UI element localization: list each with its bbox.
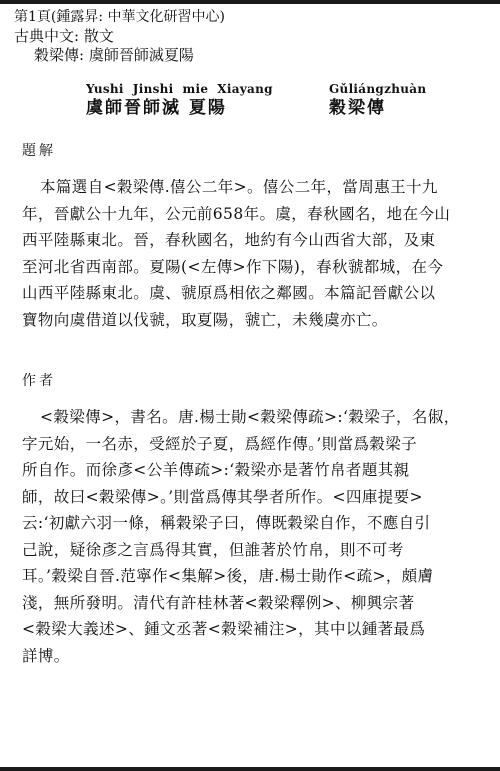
explanation-paragraph: [22, 174, 470, 333]
header-source-line: 第1頁(鍾露昇: 中華文化研習中心): [14, 9, 225, 25]
book-title: [329, 81, 426, 119]
scan-edge-top: [0, 0, 500, 4]
author-line: 耳。’穀梁自晉.范寧作<集解>後，唐.楊士勛作<疏>，頗膚: [22, 567, 434, 585]
explanation-heading: 題解: [22, 143, 56, 159]
author-heading: 作者: [22, 373, 56, 389]
header-category-line: [14, 27, 225, 46]
explanation-line: 年，晉獻公十九年，公元前658年。虞，春秋國名，地在今山: [22, 204, 451, 223]
chapter-title-romanization: Yushi Jinshi mie Xiayang: [86, 82, 273, 96]
author-line: 詳博。: [22, 646, 70, 665]
author-paragraph: [22, 404, 470, 669]
scan-edge-bottom: [0, 767, 500, 771]
header-category-value: 散文: [83, 27, 114, 45]
author-line: <穀梁大義述>、鍾文丞著<穀梁補注>，其中以鍾著最爲: [22, 620, 426, 638]
author-line: 云:‘初獻六羽一條，稱穀梁子曰，傳既穀梁自作，不應自引: [22, 514, 431, 532]
explanation-line: 寶物向虞借道以伐虢，取夏陽，虢亡，未幾虞亦亡。: [22, 310, 388, 329]
book-title-romanization: Gǔliángzhuàn: [329, 82, 427, 96]
header-work-line: [14, 46, 225, 65]
author-line: 己說，疑徐彥之言爲得其實，但誰著於竹帛，則不可考: [22, 540, 404, 559]
author-line: 師，故曰<穀梁傳>。’則當爲傳其學者所作。<四庫提要>: [22, 487, 423, 506]
author-line: 所自作。而徐彥<公羊傳疏>:‘穀梁亦是著竹帛者題其親: [22, 461, 410, 479]
author-line: 字元始，一名赤，受經於子夏，爲經作傳。’則當爲穀梁子: [22, 434, 418, 453]
book-title-hanzi: 穀梁傳: [329, 98, 386, 118]
author-line: 淺，無所發明。清代有許桂林著<穀梁釋例>、柳興宗著: [22, 593, 415, 612]
explanation-line: 本篇選自<穀梁傳.僖公二年>。僖公二年，當周惠王十九: [40, 178, 438, 196]
header-category-label: 古典中文:: [14, 27, 80, 45]
explanation-line: 西平陸縣東北。晉，春秋國名，地約有今山西省大部，及東: [22, 231, 436, 249]
page-header: [14, 8, 225, 65]
chapter-title-hanzi: 虞師晉師滅 夏陽: [86, 98, 227, 118]
header-work-label: 穀梁傳:: [34, 46, 85, 64]
chapter-title: [86, 81, 273, 119]
explanation-line: 至河北省西南部。夏陽(<左傳>作下陽)，春秋虢都城，在今: [22, 257, 444, 276]
explanation-line: 山西平陸縣東北。虞、虢原爲相依之鄰國。本篇記晉獻公以: [22, 284, 436, 302]
header-work-value: 虞師晉師滅夏陽: [88, 46, 194, 64]
author-line: <穀梁傳>，書名。唐.楊士勛<穀梁傳疏>:‘穀梁子，名俶，: [40, 408, 460, 426]
